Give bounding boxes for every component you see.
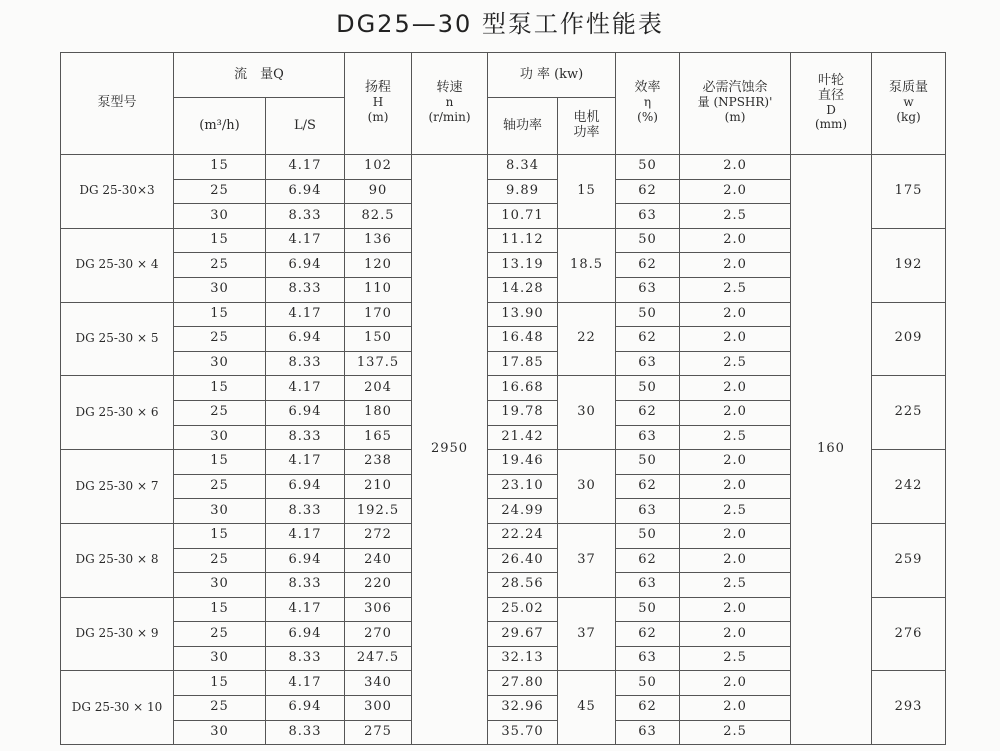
flow-m3h-cell: 30: [174, 646, 266, 671]
performance-table: [60, 52, 946, 745]
header-flow-m3h: (m³/h): [174, 98, 266, 155]
npshr-cell: 2.5: [680, 646, 791, 671]
head-cell: 340: [345, 671, 412, 696]
model-cell: DG 25-30 × 6: [61, 376, 174, 450]
flow-m3h-cell: 30: [174, 351, 266, 376]
shaft-power-cell: 14.28: [488, 277, 558, 302]
shaft-power-cell: 16.48: [488, 327, 558, 352]
flow-m3h-cell: 15: [174, 376, 266, 401]
flow-ls-cell: 4.17: [266, 523, 345, 548]
npshr-cell: 2.5: [680, 351, 791, 376]
head-cell: 170: [345, 302, 412, 327]
flow-m3h-cell: 30: [174, 277, 266, 302]
efficiency-cell: 63: [616, 720, 680, 745]
flow-ls-cell: 8.33: [266, 425, 345, 450]
npshr-cell: 2.5: [680, 425, 791, 450]
flow-m3h-cell: 30: [174, 204, 266, 229]
shaft-power-cell: 19.78: [488, 400, 558, 425]
flow-m3h-cell: 25: [174, 548, 266, 573]
flow-m3h-cell: 25: [174, 253, 266, 278]
flow-m3h-cell: 30: [174, 720, 266, 745]
flow-ls-cell: 8.33: [266, 646, 345, 671]
head-cell: 192.5: [345, 499, 412, 524]
flow-m3h-cell: 15: [174, 302, 266, 327]
mass-cell: 293: [872, 671, 946, 745]
mass-cell: 209: [872, 302, 946, 376]
model-cell: DG 25-30 × 9: [61, 597, 174, 671]
shaft-power-cell: 29.67: [488, 622, 558, 647]
flow-ls-cell: 6.94: [266, 622, 345, 647]
shaft-power-cell: 27.80: [488, 671, 558, 696]
head-cell: 120: [345, 253, 412, 278]
motor-power-cell: 15: [558, 155, 616, 229]
head-cell: 180: [345, 400, 412, 425]
flow-ls-cell: 8.33: [266, 351, 345, 376]
model-cell: DG 25-30 × 7: [61, 450, 174, 524]
shaft-power-cell: 19.46: [488, 450, 558, 475]
head-cell: 110: [345, 277, 412, 302]
flow-m3h-cell: 25: [174, 696, 266, 721]
model-cell: DG 25-30 × 10: [61, 671, 174, 745]
flow-ls-cell: 4.17: [266, 450, 345, 475]
npshr-cell: 2.0: [680, 302, 791, 327]
shaft-power-cell: 17.85: [488, 351, 558, 376]
flow-ls-cell: 8.33: [266, 277, 345, 302]
efficiency-cell: 63: [616, 277, 680, 302]
shaft-power-cell: 21.42: [488, 425, 558, 450]
flow-ls-cell: 8.33: [266, 499, 345, 524]
shaft-power-cell: 35.70: [488, 720, 558, 745]
npshr-cell: 2.0: [680, 376, 791, 401]
head-cell: 210: [345, 474, 412, 499]
flow-m3h-cell: 25: [174, 400, 266, 425]
model-cell: DG 25-30×3: [61, 155, 174, 229]
npshr-cell: 2.0: [680, 450, 791, 475]
header-row-1: [61, 53, 946, 98]
head-cell: 300: [345, 696, 412, 721]
header-power: 功 率 (kw): [488, 53, 616, 98]
head-cell: 270: [345, 622, 412, 647]
head-cell: 272: [345, 523, 412, 548]
npshr-cell: 2.0: [680, 228, 791, 253]
flow-m3h-cell: 30: [174, 499, 266, 524]
head-cell: 137.5: [345, 351, 412, 376]
head-cell: 306: [345, 597, 412, 622]
flow-ls-cell: 6.94: [266, 548, 345, 573]
flow-ls-cell: 4.17: [266, 302, 345, 327]
model-cell: DG 25-30 × 8: [61, 523, 174, 597]
head-cell: 238: [345, 450, 412, 475]
shaft-power-cell: 9.89: [488, 179, 558, 204]
head-cell: 136: [345, 228, 412, 253]
header-motor-power: 电机 功率: [558, 98, 616, 155]
mass-cell: 175: [872, 155, 946, 229]
header-head: 扬程 H (m): [345, 53, 412, 155]
flow-ls-cell: 6.94: [266, 696, 345, 721]
npshr-cell: 2.0: [680, 548, 791, 573]
head-cell: 247.5: [345, 646, 412, 671]
flow-m3h-cell: 15: [174, 155, 266, 180]
header-mass: 泵质量 w (kg): [872, 53, 946, 155]
flow-m3h-cell: 30: [174, 425, 266, 450]
flow-m3h-cell: 25: [174, 327, 266, 352]
head-cell: 150: [345, 327, 412, 352]
header-model: 泵型号: [61, 53, 174, 155]
header-efficiency: 效率 η (%): [616, 53, 680, 155]
efficiency-cell: 63: [616, 646, 680, 671]
mass-cell: 259: [872, 523, 946, 597]
motor-power-cell: 37: [558, 523, 616, 597]
npshr-cell: 2.0: [680, 400, 791, 425]
flow-ls-cell: 4.17: [266, 155, 345, 180]
shaft-power-cell: 13.90: [488, 302, 558, 327]
shaft-power-cell: 8.34: [488, 155, 558, 180]
efficiency-cell: 50: [616, 523, 680, 548]
efficiency-cell: 63: [616, 204, 680, 229]
flow-ls-cell: 4.17: [266, 228, 345, 253]
flow-ls-cell: 6.94: [266, 400, 345, 425]
flow-ls-cell: 6.94: [266, 253, 345, 278]
npshr-cell: 2.0: [680, 622, 791, 647]
efficiency-cell: 62: [616, 179, 680, 204]
flow-ls-cell: 6.94: [266, 327, 345, 352]
efficiency-cell: 50: [616, 597, 680, 622]
efficiency-cell: 62: [616, 327, 680, 352]
header-flow: 流 量Q: [174, 53, 345, 98]
header-speed: 转速 n (r/min): [412, 53, 488, 155]
efficiency-cell: 62: [616, 548, 680, 573]
motor-power-cell: 22: [558, 302, 616, 376]
mass-cell: 225: [872, 376, 946, 450]
mass-cell: 242: [872, 450, 946, 524]
model-cell: DG 25-30 × 5: [61, 302, 174, 376]
shaft-power-cell: 26.40: [488, 548, 558, 573]
flow-ls-cell: 8.33: [266, 204, 345, 229]
flow-m3h-cell: 15: [174, 523, 266, 548]
head-cell: 240: [345, 548, 412, 573]
shaft-power-cell: 32.13: [488, 646, 558, 671]
table-row: [61, 155, 946, 180]
flow-ls-cell: 4.17: [266, 597, 345, 622]
head-cell: 220: [345, 573, 412, 598]
flow-ls-cell: 6.94: [266, 179, 345, 204]
head-cell: 82.5: [345, 204, 412, 229]
header-impeller: 叶轮 直径 D (mm): [791, 53, 872, 155]
npshr-cell: 2.0: [680, 179, 791, 204]
mass-cell: 192: [872, 228, 946, 302]
efficiency-cell: 63: [616, 351, 680, 376]
flow-m3h-cell: 25: [174, 622, 266, 647]
flow-ls-cell: 6.94: [266, 474, 345, 499]
shaft-power-cell: 16.68: [488, 376, 558, 401]
shaft-power-cell: 28.56: [488, 573, 558, 598]
table-body: [61, 155, 946, 745]
motor-power-cell: 30: [558, 376, 616, 450]
shaft-power-cell: 11.12: [488, 228, 558, 253]
flow-m3h-cell: 15: [174, 671, 266, 696]
impeller-diameter-cell: 160: [791, 155, 872, 745]
npshr-cell: 2.0: [680, 696, 791, 721]
mass-cell: 276: [872, 597, 946, 671]
efficiency-cell: 50: [616, 450, 680, 475]
shaft-power-cell: 10.71: [488, 204, 558, 229]
flow-ls-cell: 4.17: [266, 671, 345, 696]
npshr-cell: 2.0: [680, 597, 791, 622]
motor-power-cell: 30: [558, 450, 616, 524]
flow-m3h-cell: 25: [174, 474, 266, 499]
efficiency-cell: 50: [616, 376, 680, 401]
header-npshr: 必需汽蚀余 量 (NPSHR)' (m): [680, 53, 791, 155]
npshr-cell: 2.5: [680, 573, 791, 598]
npshr-cell: 2.0: [680, 671, 791, 696]
flow-ls-cell: 8.33: [266, 720, 345, 745]
head-cell: 90: [345, 179, 412, 204]
flow-ls-cell: 8.33: [266, 573, 345, 598]
motor-power-cell: 45: [558, 671, 616, 745]
shaft-power-cell: 25.02: [488, 597, 558, 622]
efficiency-cell: 62: [616, 696, 680, 721]
npshr-cell: 2.5: [680, 277, 791, 302]
efficiency-cell: 50: [616, 155, 680, 180]
efficiency-cell: 63: [616, 425, 680, 450]
motor-power-cell: 37: [558, 597, 616, 671]
shaft-power-cell: 32.96: [488, 696, 558, 721]
efficiency-cell: 63: [616, 499, 680, 524]
efficiency-cell: 50: [616, 671, 680, 696]
npshr-cell: 2.0: [680, 474, 791, 499]
npshr-cell: 2.5: [680, 204, 791, 229]
flow-m3h-cell: 25: [174, 179, 266, 204]
shaft-power-cell: 13.19: [488, 253, 558, 278]
npshr-cell: 2.0: [680, 155, 791, 180]
npshr-cell: 2.5: [680, 499, 791, 524]
efficiency-cell: 62: [616, 400, 680, 425]
flow-m3h-cell: 15: [174, 597, 266, 622]
head-cell: 102: [345, 155, 412, 180]
npshr-cell: 2.0: [680, 523, 791, 548]
efficiency-cell: 62: [616, 474, 680, 499]
shaft-power-cell: 23.10: [488, 474, 558, 499]
efficiency-cell: 50: [616, 228, 680, 253]
flow-m3h-cell: 30: [174, 573, 266, 598]
model-cell: DG 25-30 × 4: [61, 228, 174, 302]
efficiency-cell: 50: [616, 302, 680, 327]
shaft-power-cell: 22.24: [488, 523, 558, 548]
head-cell: 275: [345, 720, 412, 745]
flow-m3h-cell: 15: [174, 450, 266, 475]
npshr-cell: 2.5: [680, 720, 791, 745]
page-title: DG25—30 型泵工作性能表: [336, 10, 664, 38]
speed-cell: 2950: [412, 155, 488, 745]
header-shaft-power: 轴功率: [488, 98, 558, 155]
motor-power-cell: 18.5: [558, 228, 616, 302]
efficiency-cell: 63: [616, 573, 680, 598]
head-cell: 204: [345, 376, 412, 401]
flow-m3h-cell: 15: [174, 228, 266, 253]
npshr-cell: 2.0: [680, 327, 791, 352]
npshr-cell: 2.0: [680, 253, 791, 278]
head-cell: 165: [345, 425, 412, 450]
shaft-power-cell: 24.99: [488, 499, 558, 524]
efficiency-cell: 62: [616, 253, 680, 278]
flow-ls-cell: 4.17: [266, 376, 345, 401]
efficiency-cell: 62: [616, 622, 680, 647]
header-flow-ls: L/S: [266, 98, 345, 155]
